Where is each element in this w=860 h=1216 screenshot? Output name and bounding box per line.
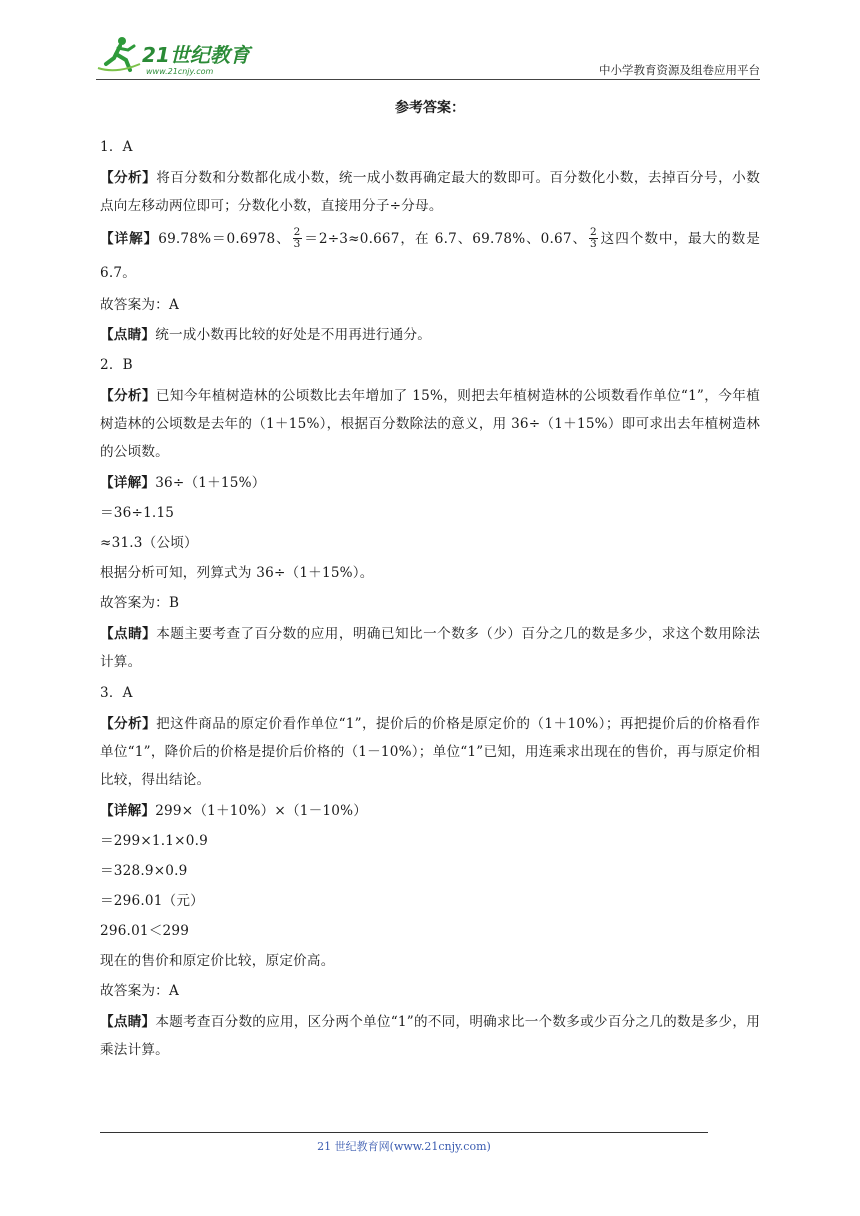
q2-tip-tag: 【点睛】 [100, 626, 157, 642]
q1-analysis-text: 将百分数和分数都化成小数，统一成小数再确定最大的数即可。百分数化小数，去掉百分号，小数点向左移动两位即可；分数化小数，直接用分子÷分母。 [100, 170, 760, 214]
fraction-two-thirds [293, 227, 302, 250]
q3-step-4: 296.01＜299 [100, 923, 190, 939]
page-title: 参考答案： [395, 100, 465, 116]
q1-number: 1．A [100, 139, 133, 155]
q3-step-1: ＝299×1.1×0.9 [100, 833, 208, 849]
q3-step-2: ＝328.9×0.9 [100, 863, 188, 879]
q3-analysis [100, 708, 760, 796]
q1-tip-tag: 【点睛】 [100, 327, 156, 343]
q3-analysis-text: 把这件商品的原定价看作单位“1”，提价后的价格是原定价的（1＋10%）；再把提价后的价格看作单位“1”，降价后的价格是提价后价格的（1－10%）；单位“1”已知，用连乘求出现在的售价，再与原定价相比较，得出结论。 [100, 716, 760, 788]
q1-tip-text: 统一成小数再比较的好处是不用再进行通分。 [155, 327, 432, 343]
q2-analysis [100, 380, 760, 468]
answer-content [100, 98, 760, 1066]
q3-number: 3．A [100, 685, 133, 701]
q2-conclusion: 根据分析可知，列算式为 36÷（1＋15%）。 [100, 565, 374, 581]
logo-wordmark: 21世纪教育 [142, 43, 250, 67]
fraction-denominator: 3 [293, 238, 301, 250]
footer-divider [100, 1132, 708, 1133]
q2-detail-text: 36÷（1＋15%） [155, 475, 266, 491]
q3-detail-tag: 【详解】 [100, 803, 156, 819]
q2-tip-text: 本题主要考查了百分数的应用，明确已知比一个数多（少）百分之几的数是多少，求这个数用除法计算。 [100, 626, 760, 670]
fraction-denominator: 3 [590, 238, 597, 250]
runner-icon [98, 37, 140, 70]
q2-analysis-tag: 【分析】 [100, 388, 156, 404]
header-divider [96, 79, 760, 80]
q1-tip [100, 320, 760, 350]
q2-detail [100, 468, 760, 498]
site-logo [96, 34, 266, 78]
q3-conclusion: 现在的售价和原定价比较，原定价高。 [100, 953, 335, 969]
q2-tip [100, 618, 760, 678]
q2-step-2: ≈31.3（公顷） [100, 535, 198, 551]
q2-number: 2．B [100, 357, 133, 373]
q3-detail [100, 796, 760, 826]
q2-detail-tag: 【详解】 [100, 475, 156, 491]
logo-url: www.21cnjy.com [146, 67, 214, 76]
q1-answer: 故答案为：A [100, 297, 179, 313]
q2-analysis-text: 已知今年植树造林的公顷数比去年增加了 15%，则把去年植树造林的公顷数看作单位“1”，今年植树造林的公顷数是去年的（1＋15%），根据百分数除法的意义，用 36÷（1＋15%）即可求出去年植树造林的公顷数。 [100, 388, 760, 460]
q3-answer: 故答案为：A [100, 983, 179, 999]
q2-answer: 故答案为：B [100, 595, 180, 611]
fraction-two-thirds [589, 227, 598, 250]
page-header [96, 28, 760, 80]
q1-analysis-tag: 【分析】 [100, 170, 157, 186]
q3-analysis-tag: 【分析】 [100, 716, 157, 732]
fraction-numerator: 2 [293, 226, 301, 238]
q3-tip [100, 1006, 760, 1066]
q1-detail-part-b: ＝2÷3≈0.667，在 6.7、69.78%、0.67、 [303, 231, 588, 247]
q1-analysis [100, 162, 760, 222]
q3-tip-text: 本题考查百分数的应用，区分两个单位“1”的不同，明确求比一个数多或少百分之几的数是多少，用乘法计算。 [100, 1014, 760, 1058]
q3-step-3: ＝296.01（元） [100, 893, 204, 909]
q1-detail-part-c: 这四个数中，最大的数是 6.7。 [100, 231, 760, 281]
platform-name: 中小学教育资源及组卷应用平台 [599, 63, 760, 77]
q2-step-1: ＝36÷1.15 [100, 505, 175, 521]
q1-detail-part-a: 69.78%＝0.6978、 [158, 231, 291, 247]
q3-tip-tag: 【点睛】 [100, 1014, 156, 1030]
q1-detail-tag: 【详解】 [100, 231, 159, 247]
fraction-numerator: 2 [590, 226, 597, 238]
page-footer[interactable]: 21 世纪教育网(www.21cnjy.com) [317, 1140, 491, 1153]
q3-detail-text: 299×（1＋10%）×（1－10%） [155, 803, 368, 819]
q1-detail [100, 222, 760, 290]
